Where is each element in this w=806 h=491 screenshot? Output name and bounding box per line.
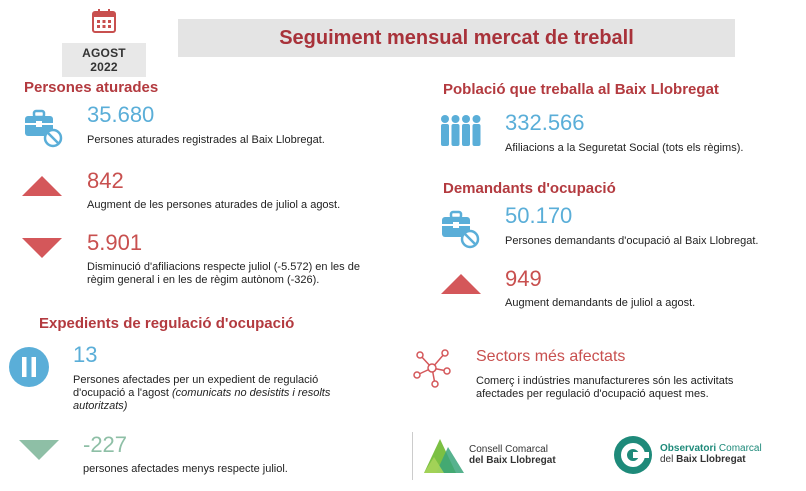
poblacio-desc: Afiliacions a la Seguretat Social (tots els règims). xyxy=(505,142,744,154)
page-title-bar xyxy=(178,19,735,57)
expedients-change-desc: persones afectades menys respecte juliol. xyxy=(83,463,288,475)
expedients-value: 13 xyxy=(73,342,98,367)
aturades-increase-desc: Augment de les persones aturades de juliol a agost. xyxy=(87,199,341,211)
arrow-down-icon xyxy=(17,438,61,462)
arrow-down-icon xyxy=(20,236,64,260)
consell-comarcal-logo xyxy=(469,444,556,466)
consell-line1: Consell Comarcal xyxy=(469,444,548,455)
aturades-increase-value: 842 xyxy=(87,168,124,193)
observatori-line2a: del xyxy=(660,454,677,465)
demandants-increase-value: 949 xyxy=(505,266,542,291)
aturades-decrease-value: 5.901 xyxy=(87,230,143,255)
expedients-desc-note: (comunicats no desistits i resolts autoritzats) xyxy=(73,387,331,412)
observatori-logo xyxy=(660,443,762,465)
consell-comarcal-logo-icon xyxy=(422,437,466,475)
observatori-line1a: Observatori xyxy=(660,443,717,454)
demandants-heading: Demandants d'ocupació xyxy=(443,180,616,197)
expedients-heading: Expedients de regulació d'ocupació xyxy=(39,315,295,332)
briefcase-blocked-icon xyxy=(22,108,64,150)
page-title: Seguiment mensual mercat de treball xyxy=(279,26,634,49)
demandants-total-value: 50.170 xyxy=(505,203,573,228)
arrow-up-icon xyxy=(439,272,483,296)
poblacio-heading: Població que treballa al Baix Llobregat xyxy=(443,81,719,98)
demandants-increase-desc: Augment demandants de juliol a agost. xyxy=(505,297,696,309)
date-block xyxy=(62,8,146,77)
observatori-line2b: Baix Llobregat xyxy=(676,454,746,465)
expedients-change-value: -227 xyxy=(83,432,128,457)
aturades-heading: Persones aturades xyxy=(24,79,159,96)
consell-line2: del Baix Llobregat xyxy=(469,455,556,466)
observatori-line1b: Comarcal xyxy=(716,443,762,454)
observatori-logo-icon xyxy=(612,434,654,476)
expedients-desc xyxy=(73,374,373,413)
sectors-desc: Comerç i indústries manufactureres són les activitats afectades per regulació d'ocupació aquest mes. xyxy=(476,375,734,400)
expedients-desc-main: Persones afectades per un expedient de regulació d'ocupació a l'agost xyxy=(73,374,319,399)
calendar-icon xyxy=(91,8,117,34)
aturades-total-value: 35.680 xyxy=(87,102,155,127)
logo-divider xyxy=(412,432,413,480)
aturades-decrease-desc: Disminució d'afiliacions respecte juliol (-5.572) en les de règim general i en les de règim autònom (-326). xyxy=(87,261,360,286)
sectors-heading: Sectors més afectats xyxy=(476,348,626,365)
report-date: AGOST 2022 xyxy=(62,43,146,77)
poblacio-value: 332.566 xyxy=(505,110,585,135)
aturades-total-desc: Persones aturades registrades al Baix Llobregat. xyxy=(87,134,325,146)
pause-icon xyxy=(8,346,50,388)
demandants-total-desc: Persones demandants d'ocupació al Baix Llobregat. xyxy=(505,235,759,247)
people-group-icon xyxy=(439,114,485,150)
briefcase-blocked-icon xyxy=(439,209,481,251)
network-nodes-icon xyxy=(411,347,453,389)
arrow-up-icon xyxy=(20,174,64,198)
